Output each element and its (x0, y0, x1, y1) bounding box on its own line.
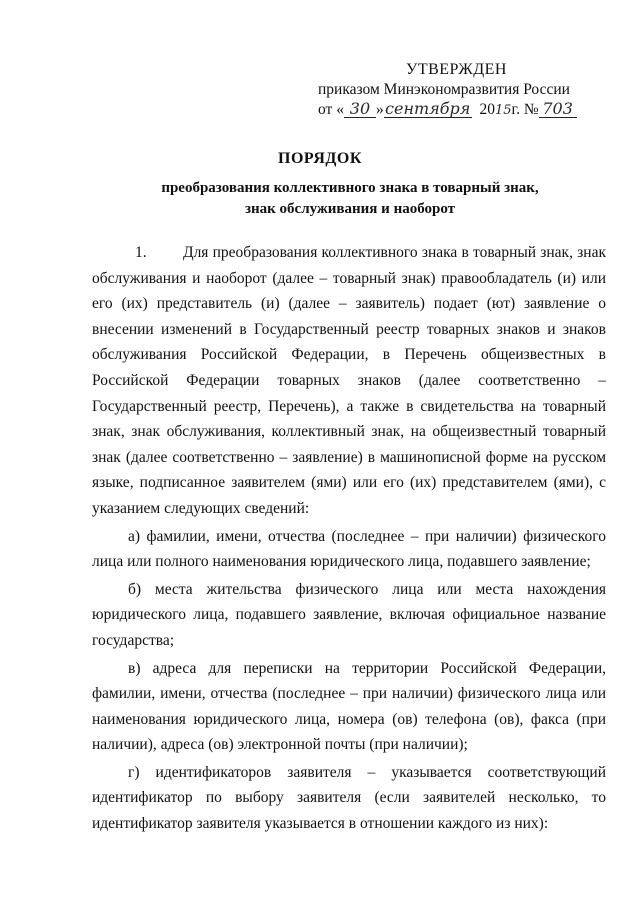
date-prefix: от « (318, 101, 344, 118)
paragraph-g: г) идентификаторов заявителя – указывается соответствующий идентификатор по выбору заявителя (если заявителей несколько, то идентификатор заявителя указывается в отношении каждого из них): (92, 763, 606, 833)
order-number: 703 (539, 101, 577, 118)
paragraph-v: в) адреса для переписки на территории Российской Федерации, фамилии, имени, отчества (последнее – при наличии) физического лица или наименования юридического лица, номера (ов) телефона (ов), факса (при наличии), адреса (ов) электронной почты (при наличии); (92, 659, 606, 754)
date-day-close: » (375, 101, 384, 118)
paragraph-1-number: 1. (135, 244, 147, 261)
approval-order-line: приказом Минэкономразвития России (318, 81, 570, 98)
paragraph-a: а) фамилии, имени, отчества (последнее – при наличии) физического лица или полного наименования юридического лица, подавшего заявление; (92, 527, 606, 571)
paragraph-1-text: Для преобразования коллективного знака в товарный знак, знак обслуживания и наоборот (далее – товарный знак) правообладатель (и) или его (их) представитель (и) (далее – заявитель) подает (ют) заявление о внесении изменений в Государственный реестр товарных знаков и знаков обслуживания Российской Федерации, в Перечень общеизвестных в Российской Федерации товарных знаков (далее соответственно – Государственный реестр, Перечень), а также в свидетельства на товарный знак, знак обслуживания, коллективный знак, на общеизвестный товарный знак (далее соответственно – заявление) в машинописной форме на русском языке, подписанное заявителем (ями) или его (их) представителем (ями), с указанием следующих сведений: (92, 244, 606, 517)
date-month: сентября (385, 99, 471, 118)
document-body (92, 240, 606, 839)
date-year-suffix: г. (511, 101, 520, 118)
order-number-prefix: № (523, 101, 539, 118)
date-day: 30 (344, 101, 376, 118)
document-subtitle: преобразования коллективного знака в товарный знак, знак обслуживания и наоборот (161, 180, 539, 217)
paragraph-b: б) места жительства физического лица или места нахождения юридического лица, подавшего заявление, включая официальное название государства; (92, 580, 606, 649)
date-year-prefix: 20 (479, 101, 495, 118)
date-year: 15 (494, 103, 512, 118)
approval-block (318, 60, 618, 121)
approved-heading: УТВЕРЖДЕН (406, 61, 507, 78)
paragraph-1 (92, 240, 606, 522)
document-title: ПОРЯДОК (278, 150, 362, 167)
approval-date-line (318, 100, 618, 121)
